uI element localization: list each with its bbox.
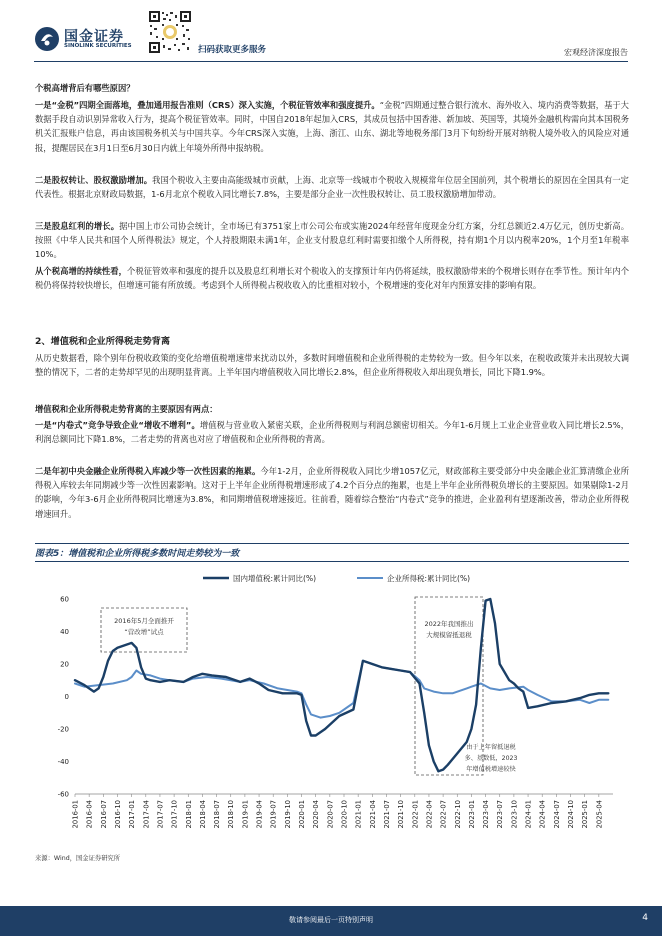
x-axis (72, 794, 614, 828)
x-tick-label: 2017-07 (156, 800, 165, 829)
annotation-line-refund-2: 大规模留抵退税 (426, 631, 472, 639)
paragraph-one-off-factors-lead: 二是年初中央金融企业所得税入库减少等一次性因素的拖累。 (35, 466, 261, 476)
paragraph-equity-transfer (35, 173, 629, 201)
x-tick-label: 2025-04 (595, 800, 604, 829)
paragraph-golden-tax (35, 98, 629, 155)
x-tick-label: 2020-04 (312, 800, 321, 829)
chart-legend (203, 573, 470, 583)
paragraph-sustainability-body: 个税征管效率和强度的提升以及股息红利增长对个税收入的支撑预计年内仍将延续，股权激励带来的个税增长则存在季节性。预计年内个税仍将保持较快增长，但增速可能有所放缓。考虑到个人所得税占税收收入的比重相对较小，个税增速的变化对年内预算安排的影响有限。 (35, 266, 629, 291)
paragraph-dividends-body: 据中国上市公司协会统计，全市场已有3751家上市公司公布或实施2024年经营年度现金分红方案，分红总额近2.4万亿元，创历史新高。按照《中华人民共和国个人所得税法》规定，个人持股期限未满1年，企业支付股息红利时需要扣缴个人所得税，持有期1个月以内税率20%，1个月至1年税率10%。 (35, 221, 629, 260)
x-tick-label: 2020-07 (326, 800, 335, 829)
figure-source: 来源：Wind，国金证券研究所 (35, 855, 121, 862)
paragraph-history: 从历史数据看，除个别年份税收政策的变化给增值税增速带来扰动以外，多数时间增值税和企业所得税的走势较为一致。但今年以来，在税收政策并未出现较大调整的情况下，二者的走势却罕见的出现明显背离。上半年国内增值税收入同比增长2.8%，但企业所得税收入却出现负增长，同比下降1.9%。 (35, 353, 629, 378)
sinolink-logo-icon (34, 26, 60, 52)
paragraph-one-off-factors-body: 今年1-2月，企业所得税收入同比少增1057亿元，财政部称主要受部分中央金融企业汇算清缴企业所得税入库较去年同期减少等一次性因素影响。这对于上半年企业所得税增速形成了4.2个百分点的拖累，也是上半年企业所得税负增长的主要原因。如果剔除1-2月的影响，今年3-6月企业所得税同比增速为3.8%，和同期增值税增速接近。往前看，随着综合整治“内卷式”竞争的推进，企业盈利有望逐渐改善，带动企业所得税增速回升。 (35, 466, 629, 519)
annotation-line-vat-reform-1: 2016年5月全面推开 (114, 617, 174, 625)
paragraph-equity-transfer-lead: 二是股权转让、股权激励增加。 (35, 175, 153, 185)
x-tick-label: 2021-04 (368, 800, 377, 829)
reasons-heading: 增值税和企业所得税走势背离的主要原因有两点： (35, 404, 218, 414)
annotation-line-vat-reform-2: “营改增”试点 (124, 628, 164, 636)
x-tick-label: 2018-07 (213, 800, 222, 829)
annotation-line-refund-1: 2022年我国推出 (424, 620, 474, 628)
legend-label-vat: 国内增值税:累计同比(%) (233, 574, 317, 583)
paragraph-dividends (35, 219, 629, 262)
x-tick-label: 2024-01 (524, 800, 533, 829)
x-tick-label: 2021-10 (397, 800, 406, 829)
question-heading: 个税高增背后有哪些原因？ (35, 83, 135, 93)
paragraph-dividends-lead: 三是股息红利的增长。 (35, 221, 120, 231)
paragraph-involution-body: 增值税与营业收入紧密关联，企业所得税则与利润总额密切相关。今年1-6月规上工业企业营业收入同比增长2.5%，利润总额同比下降1.8%，二者走势的背离也对应了增值税和企业所得税的背离。 (35, 420, 629, 445)
figure-title: 图表5：增值税和企业所得税多数时间走势较为一致 (35, 549, 240, 559)
x-tick-label: 2019-04 (255, 800, 264, 829)
report-type-label: 宏观经济深度报告 (564, 48, 628, 57)
x-tick-label: 2022-04 (425, 800, 434, 829)
paragraph-involution (35, 418, 629, 446)
footer-disclaimer: 敬请参阅最后一页特别声明 (289, 916, 373, 924)
y-tick-label: -40 (57, 758, 69, 766)
y-tick-label: 60 (60, 595, 69, 604)
x-tick-label: 2024-04 (538, 800, 547, 829)
annotation-line-base-2: 多、基数低，2023 (464, 755, 518, 762)
x-tick-label: 2017-10 (170, 800, 179, 829)
chart-annotations (101, 597, 517, 775)
x-tick-label: 2016-10 (113, 800, 122, 829)
section-heading-vat-cit: 2、增值税和企业所得税走势背离 (35, 336, 171, 347)
x-tick-label: 2025-01 (581, 800, 590, 829)
x-tick-label: 2018-10 (227, 800, 236, 829)
logo-chinese-name: 国金证券 (64, 29, 124, 45)
y-tick-label: 40 (60, 628, 69, 636)
x-tick-label: 2019-07 (269, 800, 278, 829)
paragraph-involution-lead: 一是“内卷式”竞争导致企业“增收不增利”。 (35, 420, 200, 430)
y-axis (58, 596, 69, 799)
y-tick-label: -20 (57, 725, 69, 734)
x-tick-label: 2024-10 (567, 800, 576, 829)
x-tick-label: 2023-07 (496, 800, 505, 829)
y-tick-label: 20 (60, 660, 69, 669)
legend-label-cit: 企业所得税:累计同比(%) (387, 574, 471, 583)
paragraph-sustainability-lead: 从个税高增的持续性看， (35, 266, 128, 276)
x-tick-label: 2016-04 (85, 800, 94, 829)
header-divider (34, 61, 628, 62)
x-tick-label: 2022-01 (411, 800, 420, 829)
paragraph-sustainability (35, 264, 629, 292)
vat-cit-line-chart (35, 563, 629, 847)
qr-code-icon (148, 10, 192, 54)
x-tick-label: 2019-10 (283, 800, 292, 829)
figure-title-rule (35, 561, 629, 562)
x-tick-label: 2023-01 (467, 800, 476, 829)
x-tick-label: 2021-07 (382, 800, 391, 829)
x-tick-label: 2019-01 (241, 800, 250, 829)
page-number: 4 (642, 913, 648, 923)
x-tick-label: 2023-10 (510, 800, 519, 829)
x-tick-label: 2016-01 (71, 800, 80, 829)
x-tick-label: 2023-04 (482, 800, 491, 829)
y-tick-label: 0 (64, 693, 69, 701)
x-tick-label: 2024-07 (552, 800, 561, 829)
figure-top-rule (35, 543, 629, 544)
y-tick-label: -60 (57, 790, 69, 799)
x-tick-label: 2017-04 (142, 800, 151, 829)
x-tick-label: 2021-01 (354, 800, 363, 829)
paragraph-one-off-factors (35, 464, 629, 521)
logo-english-name: SINOLINK SECURITIES (64, 43, 132, 49)
x-tick-label: 2022-07 (439, 800, 448, 829)
paragraph-equity-transfer-body: 我国个税收入主要由高能级城市贡献，上海、北京等一线城市个税收入规模常年位居全国前列，其个税增长的原因在全国具有一定代表性。根据北京财政局数据，1-6月北京个税收入同比增长7.8%，主要是部分企业一次性股权转让、员工股权激励增加带动。 (35, 175, 629, 200)
x-tick-label: 2020-10 (340, 800, 349, 829)
x-tick-label: 2022-10 (453, 800, 462, 829)
annotation-line-base-1: 由于上年留抵退税 (466, 744, 516, 751)
x-tick-label: 2016-07 (99, 800, 108, 829)
x-tick-label: 2020-01 (298, 800, 307, 829)
paragraph-golden-tax-body: “金税”四期通过整合银行流水、海外收入、境内消费等数据，基于大数据手段自动识别异常收入行为，提高个税征管效率。同时，中国自2018年起加入CRS，其成员包括中国香港、新加坡、英国等，其境外金融机构需向其本国税务机关汇报账户信息，再由该国税务机关与中国共享。今年CRS深入实施，上海、浙江、山东、湖北等地税务部门3月下旬纷纷开展对纳税人境外收入的风险应对通报，提醒居民在3月1日至6月30日内就上年境外所得申报纳税。 (35, 100, 629, 153)
x-tick-label: 2017-01 (128, 800, 137, 829)
paragraph-golden-tax-lead: 一是“金税”四期全面落地，叠加通用报告准则（CRS）深入实施，个税征管效率和强度提升。 (35, 100, 380, 110)
annotation-line-base-3: 年增值税增速较快 (466, 766, 516, 773)
scan-for-service-text: 扫码获取更多服务 (198, 45, 267, 55)
x-tick-label: 2018-04 (198, 800, 207, 829)
x-tick-label: 2018-01 (184, 800, 193, 829)
